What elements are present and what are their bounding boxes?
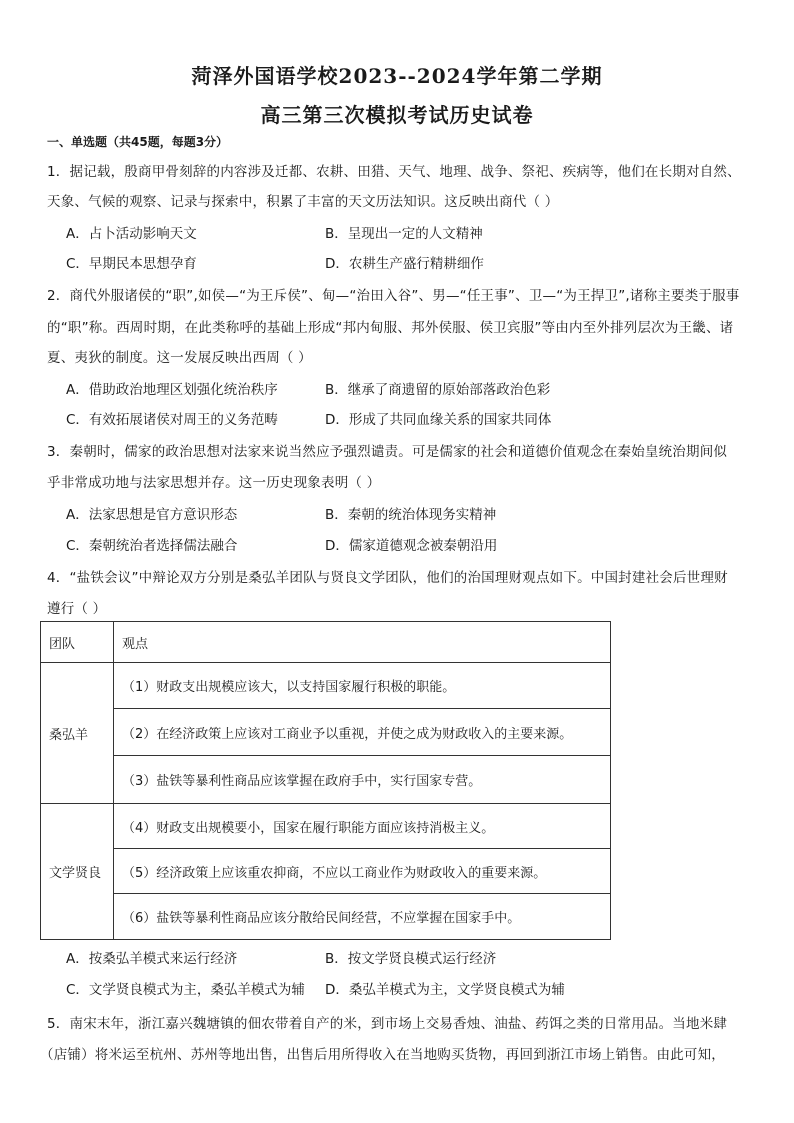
view-5: （5）经济政策上应该重农抑商，不应以工商业作为财政收入的重要来源。 <box>114 849 611 894</box>
q1-option-b[interactable]: B．呈现出一定的人文精神 <box>325 226 483 242</box>
table-row <box>41 663 611 709</box>
table-row <box>41 756 611 804</box>
table-row <box>41 709 611 756</box>
view-2: （2）在经济政策上应该对工商业予以重视，并使之成为财政收入的主要来源。 <box>114 709 611 756</box>
q1-option-d[interactable]: D．农耕生产盛行精耕细作 <box>325 256 484 272</box>
q3-option-d[interactable]: D．儒家道德观念被秦朝沿用 <box>325 538 498 554</box>
q2-stem-line-1: 2．商代外服诸侯的“职”,如侯—“为王斥侯”、甸—“治田入谷”、男—“任王事”、卫—“为王捍卫”,诸称主要类于服事 <box>47 288 740 304</box>
view-1: （1）财政支出规模应该大，以支持国家履行积极的职能。 <box>114 663 611 709</box>
q3-option-b[interactable]: B．秦朝的统治体现务实精神 <box>325 507 497 523</box>
view-4: （4）财政支出规模要小，国家在履行职能方面应该持消极主义。 <box>114 804 611 849</box>
exam-title-school-term: 菏泽外国语学校2023--2024学年第二学期 <box>191 64 603 88</box>
table-row <box>41 894 611 940</box>
q3-option-a[interactable]: A．法家思想是官方意识形态 <box>66 507 238 523</box>
q2-option-c[interactable]: C．有效拓展诸侯对周王的义务范畴 <box>66 412 278 428</box>
q5-stem-line-2: （店铺）将米运至杭州、苏州等地出售，出售后用所得收入在当地购买货物，再回到浙江市场上销售。由此可知， <box>40 1047 725 1063</box>
table-header-view: 观点 <box>114 622 611 663</box>
table-row <box>41 849 611 894</box>
q4-option-a[interactable]: A．按桑弘羊模式来运行经济 <box>66 951 238 967</box>
view-6: （6）盐铁等暴利性商品应该分散给民间经营，不应掌握在国家手中。 <box>114 894 611 940</box>
q4-stem-line-1: 4．“盐铁会议”中辩论双方分别是桑弘羊团队与贤良文学团队，他们的治国理财观点如下。中国封建社会后世理财 <box>47 570 728 586</box>
q2-option-b[interactable]: B．继承了商遗留的原始部落政治色彩 <box>325 382 551 398</box>
q4-option-d[interactable]: D．桑弘羊模式为主，文学贤良模式为辅 <box>325 982 565 998</box>
q5-stem-line-1: 5．南宋末年，浙江嘉兴魏塘镇的佃农带着自产的米，到市场上交易香烛、油盐、药饵之类的日常用品。当地米肆 <box>47 1016 728 1032</box>
team-wenxue-xianliang: 文学贤良 <box>41 804 114 940</box>
table-row <box>41 804 611 849</box>
q1-option-c[interactable]: C．早期民本思想孕育 <box>66 256 197 272</box>
q1-stem-line-2: 天象、气候的观察、记录与探索中，积累了丰富的天文历法知识。这反映出商代（ ） <box>47 194 559 210</box>
q3-option-c[interactable]: C．秦朝统治者选择儒法融合 <box>66 538 238 554</box>
section-heading: 一、单选题（共45题，每题3分） <box>47 135 229 149</box>
q4-viewpoints-table <box>40 621 611 940</box>
q2-stem-line-2: 的“职”称。西周时期，在此类称呼的基础上形成“邦内甸服、邦外侯服、侯卫宾服”等由内至外排列层次为王畿、诸 <box>47 320 734 336</box>
q4-option-c[interactable]: C．文学贤良模式为主，桑弘羊模式为辅 <box>66 982 305 998</box>
q2-option-a[interactable]: A．借助政治地理区划强化统治秩序 <box>66 382 278 398</box>
view-3: （3）盐铁等暴利性商品应该掌握在政府手中，实行国家专营。 <box>114 756 611 804</box>
q4-option-b[interactable]: B．按文学贤良模式运行经济 <box>325 951 497 967</box>
table-header-team: 团队 <box>41 622 114 663</box>
q3-stem-line-2: 乎非常成功地与法家思想并存。这一历史现象表明（ ） <box>47 475 381 491</box>
q1-stem-line-1: 1．据记载，殷商甲骨刻辞的内容涉及迁都、农耕、田猎、天气、地理、战争、祭祀、疾病等，他们在长期对自然、 <box>47 164 741 180</box>
team-sang-hongyang: 桑弘羊 <box>41 663 114 804</box>
q2-option-d[interactable]: D．形成了共同血缘关系的国家共同体 <box>325 412 552 428</box>
exam-title-subject: 高三第三次模拟考试历史试卷 <box>260 103 534 127</box>
table-header-row <box>41 622 611 663</box>
q3-stem-line-1: 3．秦朝时，儒家的政治思想对法家来说当然应予强烈谴责。可是儒家的社会和道德价值观念在秦始皇统治期间似 <box>47 444 728 460</box>
q1-option-a[interactable]: A．占卜活动影响天文 <box>66 226 197 242</box>
q2-stem-line-3: 夏、夷狄的制度。这一发展反映出西周（ ） <box>47 350 312 366</box>
q4-stem-line-2: 遵行（ ） <box>47 601 107 617</box>
